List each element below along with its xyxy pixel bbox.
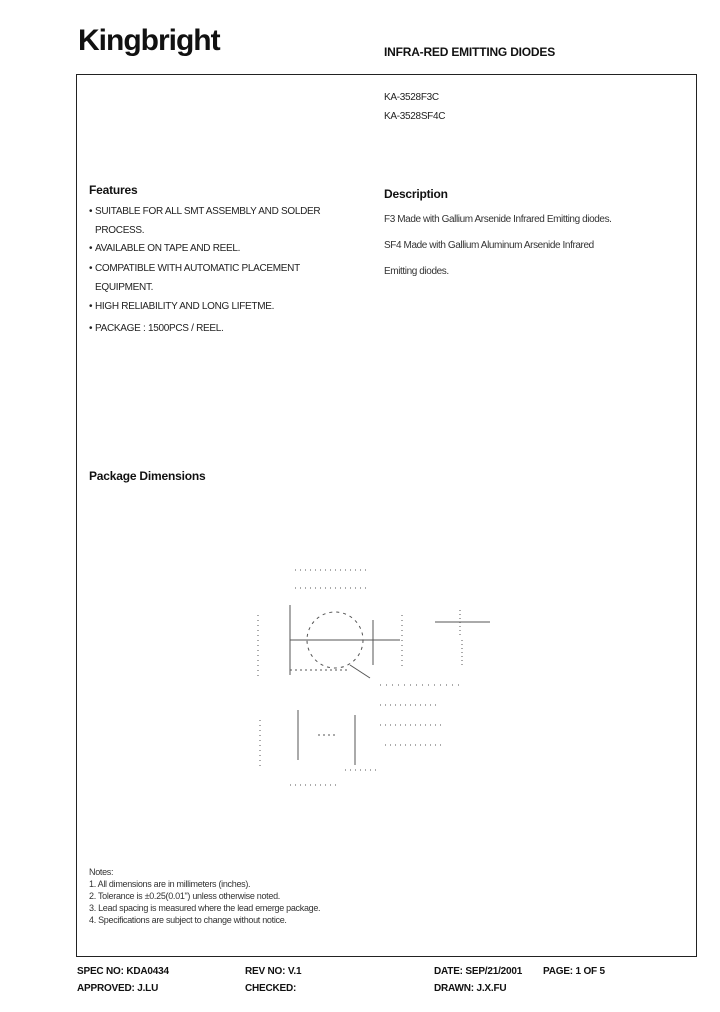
drawn-by: DRAWN: J.X.FU bbox=[434, 983, 507, 994]
feature-item-2: • AVAILABLE ON TAPE AND REEL. bbox=[89, 243, 241, 254]
brand-logo: Kingbright bbox=[78, 24, 220, 57]
part-number-1: KA-3528F3C bbox=[384, 92, 439, 103]
revision-number: REV NO: V.1 bbox=[245, 966, 302, 977]
note-item-4: 4. Specifications are subject to change without notice. bbox=[89, 915, 287, 925]
approved-by: APPROVED: J.LU bbox=[77, 983, 159, 994]
page-indicator: PAGE: 1 OF 5 bbox=[543, 966, 605, 977]
package-dimensions-heading: Package Dimensions bbox=[89, 469, 206, 483]
feature-item-1: • SUITABLE FOR ALL SMT ASSEMBLY AND SOLDER bbox=[89, 206, 321, 217]
feature-item-4: • HIGH RELIABILITY AND LONG LIFETME. bbox=[89, 301, 275, 312]
note-item-1: 1. All dimensions are in millimeters (inches). bbox=[89, 879, 251, 889]
feature-item-5: • PACKAGE : 1500PCS / REEL. bbox=[89, 323, 224, 334]
note-item-2: 2. Tolerance is ±0.25(0.01") unless otherwise noted. bbox=[89, 891, 280, 901]
checked-by: CHECKED: bbox=[245, 983, 297, 994]
document-date: DATE: SEP/21/2001 bbox=[434, 966, 523, 977]
description-line-1: F3 Made with Gallium Arsenide Infrared Emitting diodes. bbox=[384, 214, 612, 225]
description-line-2: SF4 Made with Gallium Aluminum Arsenide Infrared bbox=[384, 240, 594, 251]
feature-item-1-cont: PROCESS. bbox=[95, 225, 145, 236]
spec-number: SPEC NO: KDA0434 bbox=[77, 966, 169, 977]
part-number-2: KA-3528SF4C bbox=[384, 111, 446, 122]
description-heading: Description bbox=[384, 187, 448, 201]
feature-item-3: • COMPATIBLE WITH AUTOMATIC PLACEMENT bbox=[89, 263, 300, 274]
notes-title: Notes: bbox=[89, 867, 114, 877]
description-line-3: Emitting diodes. bbox=[384, 266, 449, 277]
feature-item-3-cont: EQUIPMENT. bbox=[95, 282, 154, 293]
features-heading: Features bbox=[89, 183, 138, 197]
note-item-3: 3. Lead spacing is measured where the lead emerge package. bbox=[89, 903, 321, 913]
notes-block bbox=[89, 866, 320, 926]
document-title: INFRA-RED EMITTING DIODES bbox=[384, 45, 555, 59]
package-dimensions-drawing bbox=[230, 540, 510, 800]
